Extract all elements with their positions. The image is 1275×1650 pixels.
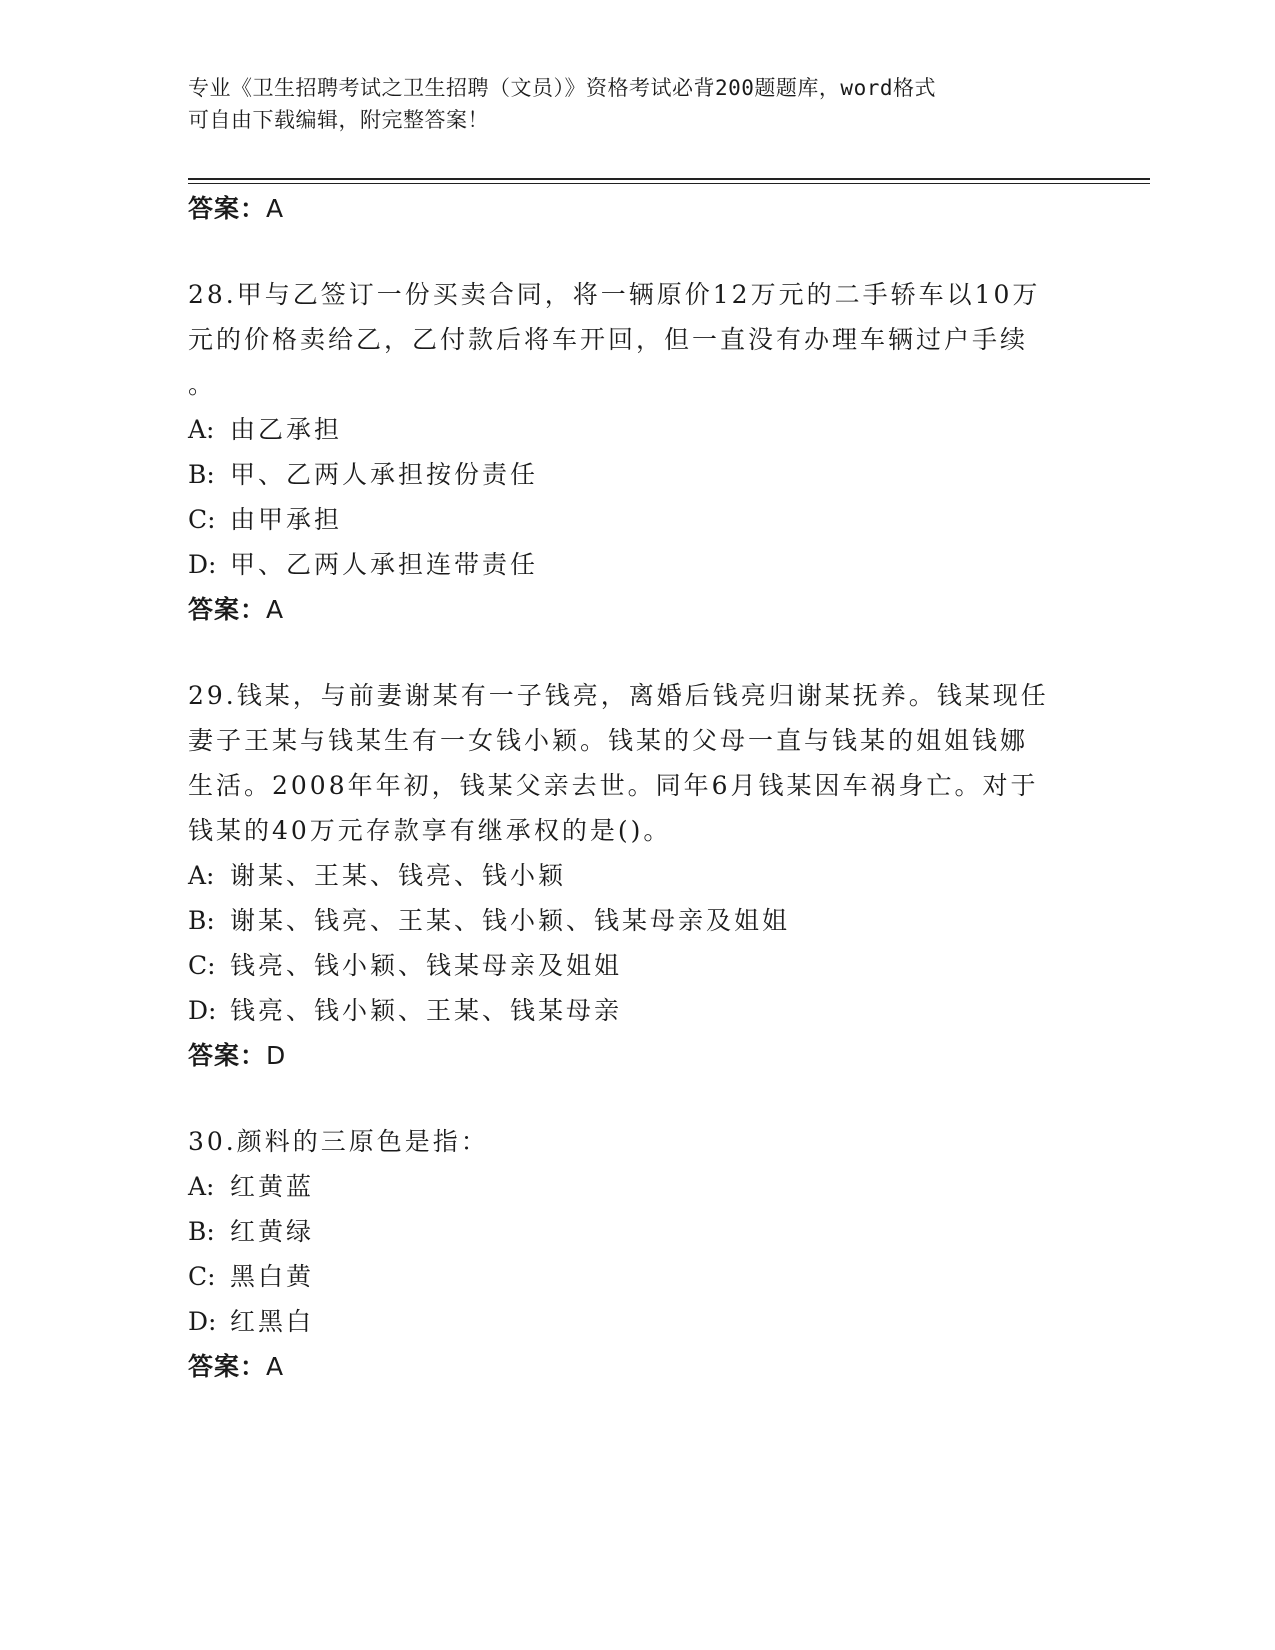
stem-line: 元的价格卖给乙，乙付款后将车开回，但一直没有办理车辆过户手续 xyxy=(188,325,1029,354)
stem-line: 妻子王某与钱某生有一女钱小颖。钱某的父母一直与钱某的姐姐钱娜 xyxy=(188,726,1029,755)
stem-line: 30.颜料的三原色是指： xyxy=(188,1127,489,1156)
header-divider-thick xyxy=(188,178,1150,180)
option-text: 钱亮、钱小颖、钱某母亲及姐姐 xyxy=(230,951,623,980)
option-key: D: xyxy=(188,1307,217,1336)
option-text: 甲、乙两人承担连带责任 xyxy=(230,550,539,579)
question-content xyxy=(188,186,1068,1390)
header-divider-thin xyxy=(188,183,1150,184)
header-line-1: 专业《卫生招聘考试之卫生招聘（文员）》资格考试必背200题题库，word格式 xyxy=(188,76,936,100)
option-a xyxy=(188,1164,1068,1209)
answer-value: A xyxy=(266,595,285,624)
answer-value: D xyxy=(266,1041,287,1070)
answer-label: 答案： xyxy=(188,1041,267,1070)
question-answer xyxy=(188,1344,1068,1390)
answer-label: 答案： xyxy=(188,595,267,624)
question-stem xyxy=(188,673,1068,853)
option-key: A: xyxy=(188,415,215,444)
option-a xyxy=(188,853,1068,898)
option-key: C: xyxy=(188,1262,216,1291)
option-text: 甲、乙两人承担按份责任 xyxy=(230,460,539,489)
option-key: D: xyxy=(188,550,217,579)
option-text: 红黄蓝 xyxy=(230,1172,315,1201)
option-c xyxy=(188,1254,1068,1299)
option-key: A: xyxy=(188,861,215,890)
answer-value: A xyxy=(266,194,285,223)
option-b xyxy=(188,898,1068,943)
question-30 xyxy=(188,1119,1068,1390)
answer-label: 答案： xyxy=(188,1352,267,1381)
question-answer xyxy=(188,1033,1068,1079)
option-d xyxy=(188,1299,1068,1344)
option-b xyxy=(188,452,1068,497)
option-text: 黑白黄 xyxy=(230,1262,315,1291)
option-d xyxy=(188,542,1068,587)
option-text: 由甲承担 xyxy=(230,505,343,534)
option-b xyxy=(188,1209,1068,1254)
spacer xyxy=(188,1079,1068,1119)
option-key: B: xyxy=(188,460,215,489)
option-text: 红黄绿 xyxy=(230,1217,315,1246)
previous-answer xyxy=(188,186,1068,232)
spacer xyxy=(188,633,1068,673)
header-line-2: 可自由下载编辑，附完整答案！ xyxy=(188,108,489,132)
stem-line: 。 xyxy=(188,370,217,399)
question-stem xyxy=(188,1119,1068,1164)
question-answer xyxy=(188,587,1068,633)
stem-line: 28.甲与乙签订一份买卖合同，将一辆原价12万元的二手轿车以10万 xyxy=(188,280,1041,309)
answer-label: 答案： xyxy=(188,194,267,223)
question-stem xyxy=(188,272,1068,407)
option-c xyxy=(188,497,1068,542)
option-c xyxy=(188,943,1068,988)
option-text: 谢某、王某、钱亮、钱小颖 xyxy=(230,861,567,890)
page-header xyxy=(188,72,1068,136)
option-key: B: xyxy=(188,906,215,935)
stem-line: 生活。2008年年初，钱某父亲去世。同年6月钱某因车祸身亡。对于 xyxy=(188,771,1039,800)
option-d xyxy=(188,988,1068,1033)
option-text: 红黑白 xyxy=(230,1307,315,1336)
option-text: 谢某、钱亮、王某、钱小颖、钱某母亲及姐姐 xyxy=(230,906,791,935)
option-a xyxy=(188,407,1068,452)
option-text: 钱亮、钱小颖、王某、钱某母亲 xyxy=(230,996,623,1025)
option-key: C: xyxy=(188,505,216,534)
option-key: B: xyxy=(188,1217,215,1246)
option-key: A: xyxy=(188,1172,215,1201)
question-29 xyxy=(188,673,1068,1079)
option-text: 由乙承担 xyxy=(230,415,343,444)
question-28 xyxy=(188,272,1068,633)
spacer xyxy=(188,232,1068,272)
answer-value: A xyxy=(266,1352,285,1381)
stem-line: 钱某的40万元存款享有继承权的是()。 xyxy=(188,816,672,845)
option-key: D: xyxy=(188,996,217,1025)
option-key: C: xyxy=(188,951,216,980)
stem-line: 29.钱某，与前妻谢某有一子钱亮，离婚后钱亮归谢某抚养。钱某现任 xyxy=(188,681,1049,710)
